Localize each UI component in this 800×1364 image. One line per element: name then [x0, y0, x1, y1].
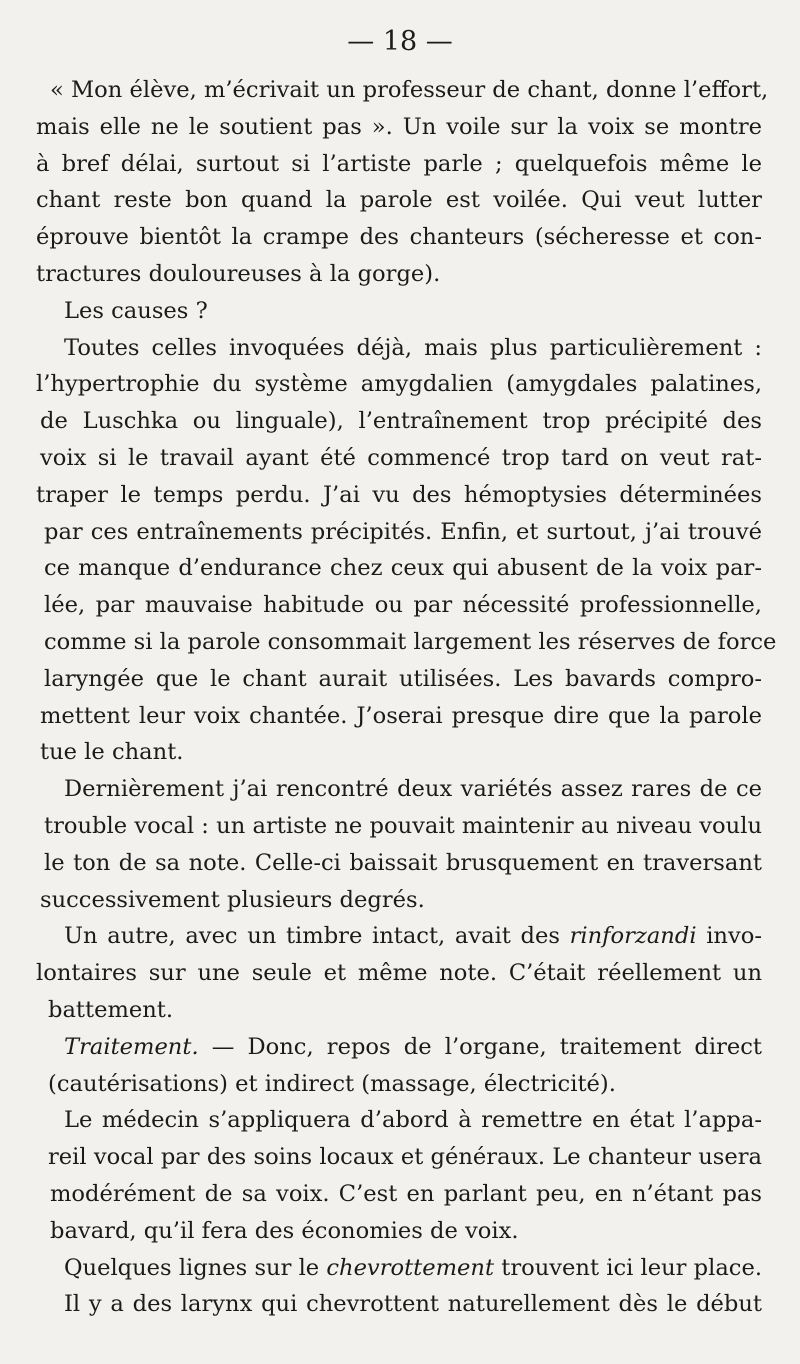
text-run: trouvent ici leur place. — [494, 1254, 763, 1281]
text-line: Il y a des larynx qui chevrottent naturellement dès le début — [64, 1291, 762, 1318]
text-line: l’hypertrophie du système amygdalien (amygdales palatines, — [36, 371, 762, 398]
text-line: Toutes celles invoquées déjà, mais plus particulièrement : — [64, 334, 762, 361]
text-line — [36, 1029, 762, 1066]
text-line: voix si le travail ayant été commencé trop tard on veut rat- — [40, 444, 762, 471]
text-line: (cautérisations) et indirect (massage, électricité). — [48, 1070, 616, 1097]
text-line: bavard, qu’il fera des économies de voix. — [50, 1217, 519, 1244]
italic-term: Traitement. — [64, 1033, 199, 1060]
text-line: modérément de sa voix. C’est en parlant peu, en n’étant pas — [50, 1180, 762, 1207]
text-line: à bref délai, surtout si l’artiste parle ; quelquefois même le — [36, 150, 762, 177]
text-line: battement. — [48, 996, 174, 1023]
body-text — [36, 72, 777, 1323]
text-run: invo- — [696, 923, 762, 950]
text-line: lée, par mauvaise habitude ou par nécessité professionnelle, — [44, 592, 762, 619]
text-line: lontaires sur une seule et même note. C’était réellement un — [36, 960, 762, 987]
text-line — [36, 1250, 762, 1287]
text-line: « Mon élève, m’écrivait un professeur de chant, donne l’effort, — [50, 77, 769, 103]
text-line: Dernièrement j’ai rencontré deux variétés assez rares de ce — [64, 776, 762, 803]
text-line: mettent leur voix chantée. J’oserai presque dire que la parole — [40, 702, 762, 729]
text-line: laryngée que le chant aurait utilisées. Les bavards compro- — [44, 665, 762, 692]
italic-term: rinforzandi — [569, 923, 697, 950]
text-run: Quelques lignes sur le — [64, 1254, 327, 1281]
text-line: ce manque d’endurance chez ceux qui abusent de la voix par- — [44, 555, 762, 582]
text-run: — Donc, repos de l’organe, traitement direct — [198, 1033, 762, 1060]
text-line: tractures douloureuses à la gorge). — [36, 260, 441, 287]
text-line: par ces entraînements précipités. Enfin, et surtout, j’ai trouvé — [44, 518, 762, 545]
text-run: Un autre, avec un timbre intact, avait des — [64, 923, 570, 950]
text-line: tue le chant. — [40, 739, 184, 766]
text-line: le ton de sa note. Celle-ci baissait brusquement en traversant — [44, 849, 762, 876]
text-line — [36, 918, 762, 955]
text-line: de Luschka ou linguale), l’entraînement trop précipité des — [40, 408, 762, 435]
text-line: traper le temps perdu. J’ai vu des hémoptysies déterminées — [36, 481, 762, 508]
text-line: éprouve bientôt la crampe des chanteurs (sécheresse et con- — [36, 224, 762, 251]
text-line: Les causes ? — [64, 297, 208, 324]
text-line: reil vocal par des soins locaux et généraux. Le chanteur usera — [48, 1144, 762, 1171]
page-number: — 18 — — [347, 26, 453, 57]
italic-term: chevrottement — [326, 1254, 495, 1281]
text-line: successivement plusieurs degrés. — [40, 886, 425, 913]
text-line: trouble vocal : un artiste ne pouvait maintenir au niveau voulu — [44, 812, 762, 839]
text-line: mais elle ne le soutient pas ». Un voile sur la voix se montre — [36, 113, 762, 140]
text-line: chant reste bon quand la parole est voilée. Qui veut lutter — [36, 187, 762, 214]
text-line: comme si la parole consommait largement les réserves de force — [44, 628, 777, 655]
text-line: Le médecin s’appliquera d’abord à remettre en état l’appa- — [64, 1107, 762, 1134]
